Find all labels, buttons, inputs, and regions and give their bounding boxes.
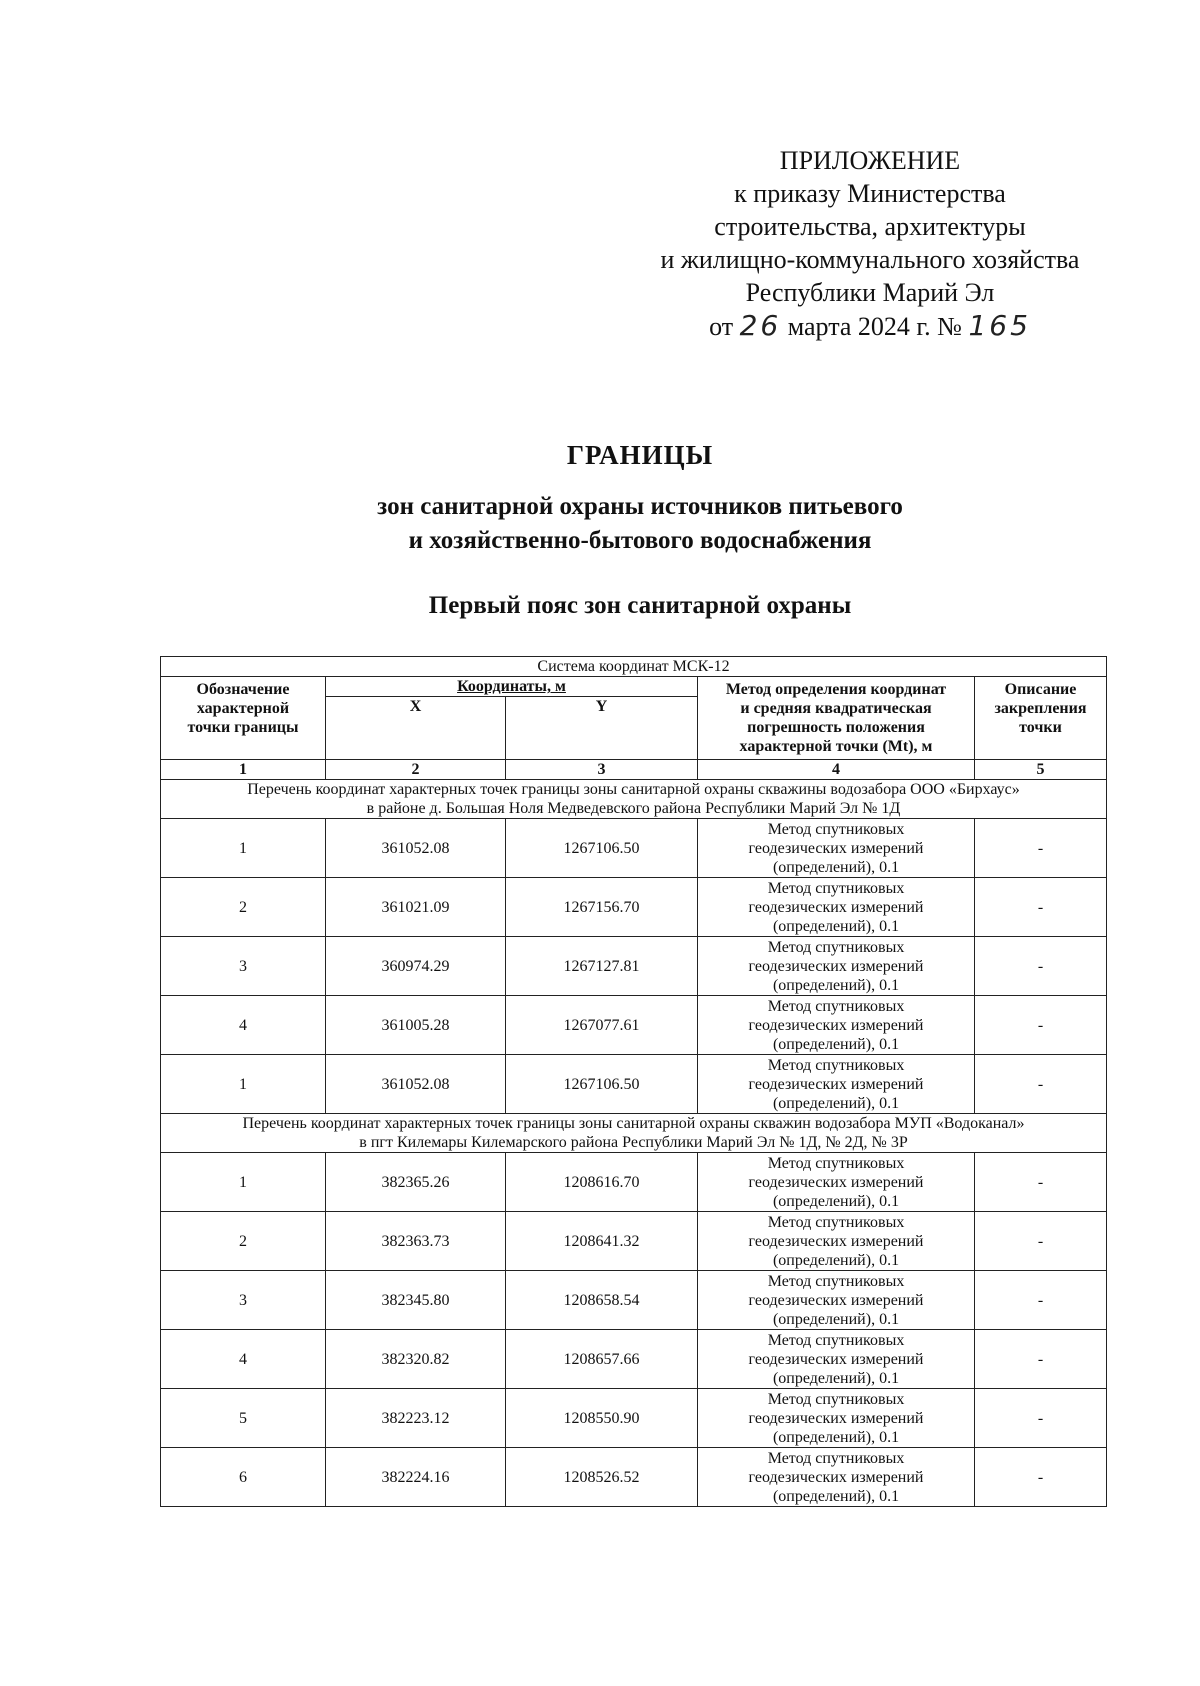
- coordinate-system-cell: Система координат МСК-12: [161, 657, 1107, 677]
- header-text: характерной точки (Mt), м: [739, 738, 933, 755]
- method-line: Метод спутниковых: [767, 1390, 905, 1408]
- appendix-date-line: [560, 309, 1180, 343]
- appendix-line-1: к приказу Министерства: [734, 179, 1006, 208]
- appendix-title: ПРИЛОЖЕНИЕ: [779, 146, 961, 175]
- point-number-cell: 1: [161, 819, 326, 878]
- method-cell: [698, 1055, 975, 1114]
- method-line: геодезических измерений: [748, 898, 924, 916]
- point-number-cell: 4: [161, 996, 326, 1055]
- method-line: (определений), 0.1: [772, 1428, 900, 1446]
- method-line: геодезических измерений: [748, 1075, 924, 1093]
- system-row: [161, 657, 1107, 677]
- section-title-line: Перечень координат характерных точек границы зоны санитарной охраны скважины водозабора ООО «Бирхаус»: [247, 781, 1020, 798]
- table-row: [161, 1212, 1107, 1271]
- method-line: (определений), 0.1: [772, 1369, 900, 1387]
- y-coordinate-cell: 1208641.32: [506, 1212, 698, 1271]
- appendix-line-4: Республики Марий Эл: [745, 278, 995, 307]
- method-line: Метод спутниковых: [767, 1154, 905, 1172]
- x-coordinate-cell: 361052.08: [326, 819, 506, 878]
- method-line: Метод спутниковых: [767, 938, 905, 956]
- document-title: ГРАНИЦЫ: [566, 440, 714, 470]
- method-cell: [698, 996, 975, 1055]
- header-description: [975, 677, 1107, 760]
- table-row: [161, 1055, 1107, 1114]
- column-number: 4: [698, 760, 975, 780]
- header-row-1: [161, 677, 1107, 697]
- point-number-cell: 4: [161, 1330, 326, 1389]
- header-text: Метод определения координат: [725, 681, 947, 698]
- header-text: Описание: [1004, 681, 1077, 698]
- description-cell: -: [975, 1153, 1107, 1212]
- y-coordinate-cell: 1267077.61: [506, 996, 698, 1055]
- method-line: Метод спутниковых: [767, 1056, 905, 1074]
- point-number-cell: 2: [161, 1212, 326, 1271]
- method-cell: [698, 1271, 975, 1330]
- method-line: (определений), 0.1: [772, 1487, 900, 1505]
- table-row: [161, 937, 1107, 996]
- description-cell: -: [975, 996, 1107, 1055]
- column-number: 2: [326, 760, 506, 780]
- header-text: закрепления: [994, 700, 1087, 717]
- method-line: (определений), 0.1: [772, 1251, 900, 1269]
- description-cell: -: [975, 1212, 1107, 1271]
- column-number-row: [161, 760, 1107, 780]
- method-line: (определений), 0.1: [772, 976, 900, 994]
- x-coordinate-cell: 360974.29: [326, 937, 506, 996]
- x-coordinate-cell: 382224.16: [326, 1448, 506, 1507]
- x-coordinate-cell: 361005.28: [326, 996, 506, 1055]
- header-method: [698, 677, 975, 760]
- section-title-line: в районе д. Большая Ноля Медведевского района Республики Марий Эл № 1Д: [366, 800, 901, 817]
- method-cell: [698, 1389, 975, 1448]
- section-title: [161, 780, 1107, 819]
- section-header-row: [161, 1114, 1107, 1153]
- x-coordinate-cell: 361021.09: [326, 878, 506, 937]
- x-coordinate-cell: 382345.80: [326, 1271, 506, 1330]
- point-number-cell: 3: [161, 937, 326, 996]
- point-number-cell: 6: [161, 1448, 326, 1507]
- date-prefix: от: [709, 312, 734, 341]
- method-cell: [698, 819, 975, 878]
- method-cell: [698, 1212, 975, 1271]
- method-line: Метод спутниковых: [767, 1331, 905, 1349]
- header-x: X: [326, 697, 506, 760]
- method-cell: [698, 1330, 975, 1389]
- header-text: и средняя квадратическая: [740, 700, 932, 717]
- handwritten-number: 165: [968, 309, 1031, 342]
- method-line: геодезических измерений: [748, 1468, 924, 1486]
- appendix-line-2: строительства, архитектуры: [714, 212, 1026, 241]
- method-line: геодезических измерений: [748, 1291, 924, 1309]
- method-line: геодезических измерений: [748, 1173, 924, 1191]
- table-row: [161, 1330, 1107, 1389]
- method-line: Метод спутниковых: [767, 879, 905, 897]
- y-coordinate-cell: 1208526.52: [506, 1448, 698, 1507]
- point-number-cell: 3: [161, 1271, 326, 1330]
- appendix-block: [560, 144, 1180, 343]
- section-header-row: [161, 780, 1107, 819]
- y-coordinate-cell: 1267106.50: [506, 1055, 698, 1114]
- x-coordinate-cell: 382365.26: [326, 1153, 506, 1212]
- method-line: (определений), 0.1: [772, 1310, 900, 1328]
- method-line: геодезических измерений: [748, 1016, 924, 1034]
- subtitle-line-2: и хозяйственно-бытового водоснабжения: [408, 527, 872, 554]
- y-coordinate-cell: 1267156.70: [506, 878, 698, 937]
- method-line: геодезических измерений: [748, 1409, 924, 1427]
- belt-heading: Первый пояс зон санитарной охраны: [428, 592, 852, 619]
- handwritten-day: 26: [739, 309, 782, 342]
- table-row: [161, 996, 1107, 1055]
- description-cell: -: [975, 878, 1107, 937]
- section-title: [161, 1114, 1107, 1153]
- method-line: (определений), 0.1: [772, 858, 900, 876]
- description-cell: -: [975, 1448, 1107, 1507]
- method-line: (определений), 0.1: [772, 917, 900, 935]
- method-line: (определений), 0.1: [772, 1094, 900, 1112]
- y-coordinate-cell: 1208616.70: [506, 1153, 698, 1212]
- column-number: 1: [161, 760, 326, 780]
- document-subtitle: [0, 490, 1200, 558]
- header-text: характерной: [196, 700, 290, 717]
- method-line: Метод спутниковых: [767, 997, 905, 1015]
- description-cell: -: [975, 1389, 1107, 1448]
- y-coordinate-cell: 1208657.66: [506, 1330, 698, 1389]
- header-point-designation: [161, 677, 326, 760]
- point-number-cell: 1: [161, 1153, 326, 1212]
- column-number: 3: [506, 760, 698, 780]
- method-line: геодезических измерений: [748, 1232, 924, 1250]
- method-line: геодезических измерений: [748, 1350, 924, 1368]
- table-row: [161, 1448, 1107, 1507]
- header-coordinates: [326, 677, 698, 697]
- method-cell: [698, 1448, 975, 1507]
- table-row: [161, 1389, 1107, 1448]
- description-cell: -: [975, 937, 1107, 996]
- method-cell: [698, 878, 975, 937]
- method-line: (определений), 0.1: [772, 1192, 900, 1210]
- method-line: Метод спутниковых: [767, 1213, 905, 1231]
- column-number: 5: [975, 760, 1107, 780]
- section-title-line: Перечень координат характерных точек границы зоны санитарной охраны скважин водозабора МУП «Водоканал»: [242, 1115, 1025, 1132]
- header-y: Y: [506, 697, 698, 760]
- method-cell: [698, 937, 975, 996]
- header-text: точки: [1019, 719, 1062, 736]
- method-cell: [698, 1153, 975, 1212]
- header-text: погрешность положения: [747, 719, 925, 736]
- description-cell: -: [975, 819, 1107, 878]
- coordinates-table: [160, 656, 1107, 1507]
- point-number-cell: 1: [161, 1055, 326, 1114]
- x-coordinate-cell: 382363.73: [326, 1212, 506, 1271]
- description-cell: -: [975, 1330, 1107, 1389]
- x-coordinate-cell: 361052.08: [326, 1055, 506, 1114]
- y-coordinate-cell: 1208658.54: [506, 1271, 698, 1330]
- method-line: геодезических измерений: [748, 957, 924, 975]
- y-coordinate-cell: 1267106.50: [506, 819, 698, 878]
- table-row: [161, 819, 1107, 878]
- y-coordinate-cell: 1267127.81: [506, 937, 698, 996]
- table-row: [161, 1271, 1107, 1330]
- x-coordinate-cell: 382223.12: [326, 1389, 506, 1448]
- y-coordinate-cell: 1208550.90: [506, 1389, 698, 1448]
- method-line: (определений), 0.1: [772, 1035, 900, 1053]
- point-number-cell: 2: [161, 878, 326, 937]
- table-row: [161, 878, 1107, 937]
- method-line: Метод спутниковых: [767, 820, 905, 838]
- method-line: геодезических измерений: [748, 839, 924, 857]
- point-number-cell: 5: [161, 1389, 326, 1448]
- table-row: [161, 1153, 1107, 1212]
- date-middle: марта 2024 г. №: [787, 312, 962, 341]
- method-line: Метод спутниковых: [767, 1449, 905, 1467]
- appendix-line-3: и жилищно-коммунального хозяйства: [660, 245, 1080, 274]
- header-text: точки границы: [187, 719, 299, 736]
- x-coordinate-cell: 382320.82: [326, 1330, 506, 1389]
- header-text: Обозначение: [196, 681, 290, 698]
- section-title-line: в пгт Килемары Килемарского района Республики Марий Эл № 1Д, № 2Д, № 3Р: [359, 1134, 908, 1151]
- header-text: Координаты, м: [457, 678, 566, 696]
- method-line: Метод спутниковых: [767, 1272, 905, 1290]
- description-cell: -: [975, 1055, 1107, 1114]
- subtitle-line-1: зон санитарной охраны источников питьевого: [377, 493, 903, 520]
- description-cell: -: [975, 1271, 1107, 1330]
